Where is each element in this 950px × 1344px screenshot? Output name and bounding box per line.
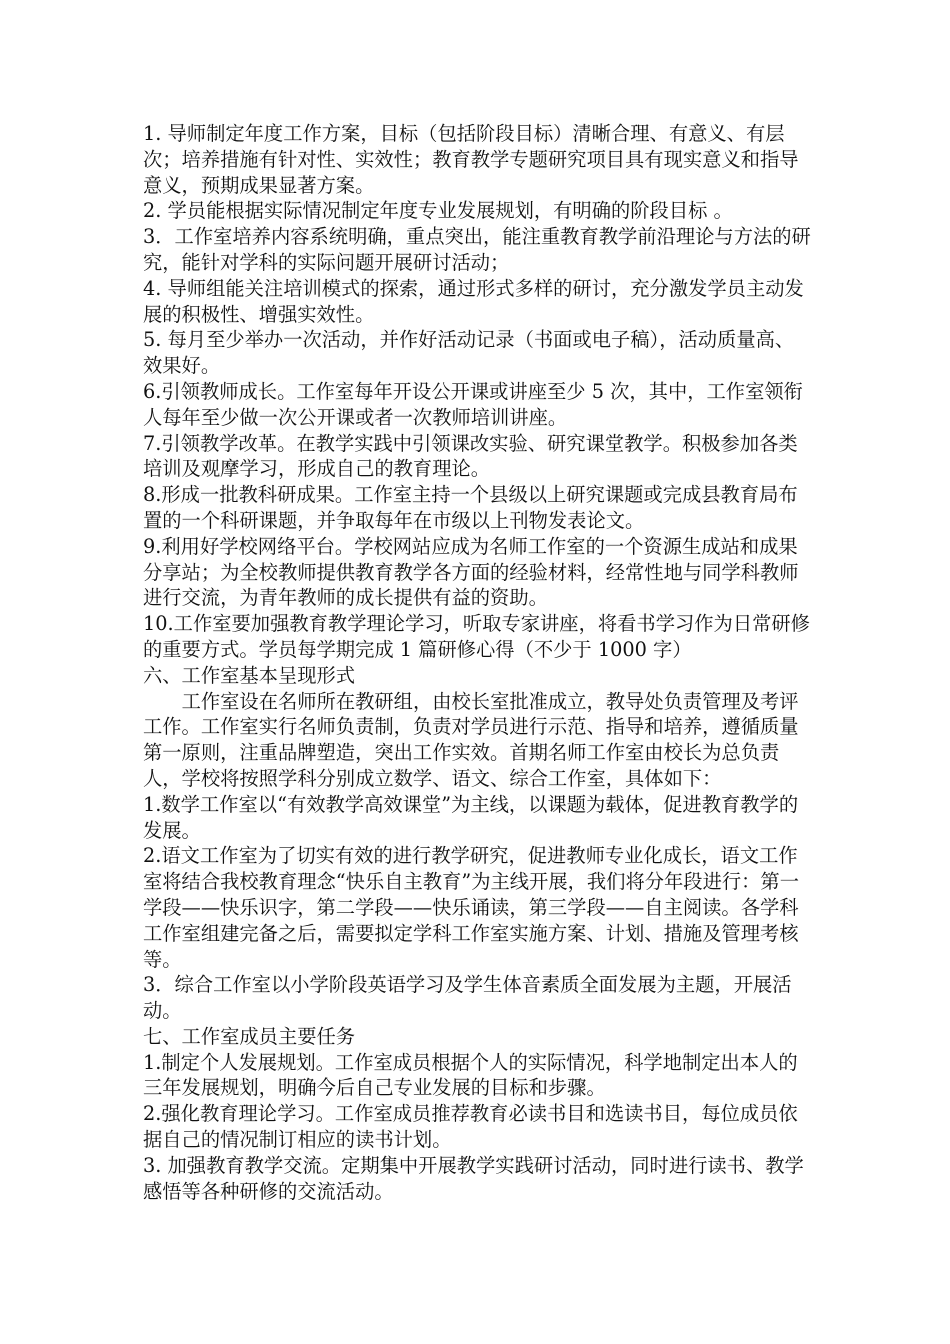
section-6-intro: 工作室设在名师所在教研组，由校长室批准成立，教导处负责管理及考评工作。工作室实行名师负责制，负责对学员进行示范、指导和培养，遵循质量第一原则，注重品牌塑造，突出工作实效。首期名师工作室由校长为总负责人，学校将按照学科分别成立数学、语文、综合工作室，具体如下： [143,689,799,790]
paragraph-5: 5. 每月至少举办一次活动，并作好活动记录（书面或电子稿），活动质量高、效果好。 [143,328,795,378]
section-6-title: 六、工作室基本呈现形式 [143,663,356,687]
section-6-item-3: 3．综合工作室以小学阶段英语学习及学生体音素质全面发展为主题，开展活动。 [143,973,792,1023]
paragraph-7: 7.引领教学改革。在教学实践中引领课改实验、研究课堂教学。积极参加各类培训及观摩学习，形成自己的教育理论。 [143,431,798,481]
document-page [143,121,813,1204]
section-7-item-2: 2.强化教育理论学习。工作室成员推荐教育必读书目和选读书目，每位成员依据自己的情况制订相应的读书计划。 [143,1102,798,1152]
paragraph-10: 10.工作室要加强教育教学理论学习，听取专家讲座，将看书学习作为日常研修的重要方式。学员每学期完成 1 篇研修心得（不少于 1000 字） [143,612,810,661]
paragraph-9: 9.利用好学校网络平台。学校网站应成为名师工作室的一个资源生成站和成果分享站；为全校教师提供教育教学各方面的经验材料，经常性地与同学科教师进行交流，为青年教师的成长提供有益的资助。 [143,534,799,610]
section-7-item-1: 1.制定个人发展规划。工作室成员根据个人的实际情况，科学地制定出本人的三年发展规划，明确今后自己专业发展的目标和步骤。 [143,1050,798,1100]
section-6-item-1: 1.数学工作室以“有效教学高效课堂”为主线，以课题为载体，促进教育教学的发展。 [143,792,799,842]
section-6-item-2: 2.语文工作室为了切实有效的进行教学研究，促进教师专业化成长，语文工作室将结合我校教育理念“快乐自主教育”为主线开展，我们将分年段进行：第一学段——快乐识字，第二学段——快乐诵读，第三学段——自主阅读。各学科工作室组建完备之后，需要拟定学科工作室实施方案、计划、措施及管理考核等。 [143,844,799,971]
paragraph-4: 4. 导师组能关注培训模式的探索，通过形式多样的研讨，充分激发学员主动发展的积极性、增强实效性。 [143,276,804,326]
paragraph-6: 6.引领教师成长。工作室每年开设公开课或讲座至少 5 次，其中，工作室领衔人每年至少做一次公开课或者一次教师培训讲座。 [143,379,803,429]
paragraph-1: 1. 导师制定年度工作方案，目标（包括阶段目标）清晰合理、有意义、有层次；培养措施有针对性、实效性；教育教学专题研究项目具有现实意义和指导意义，预期成果显著方案。 [143,122,799,197]
section-7-title: 七、工作室成员主要任务 [143,1024,356,1048]
section-7-item-3: 3. 加强教育教学交流。定期集中开展教学实践研讨活动，同时进行读书、教学感悟等各种研修的交流活动。 [143,1153,804,1203]
paragraph-3: 3．工作室培养内容系统明确，重点突出，能注重教育教学前沿理论与方法的研究，能针对学科的实际问题开展研讨活动； [143,225,811,274]
paragraph-2: 2. 学员能根据实际情况制定年度专业发展规划，有明确的阶段目标 。 [143,199,733,223]
paragraph-8: 8.形成一批教科研成果。工作室主持一个县级以上研究课题或完成县教育局布置的一个科研课题，并争取每年在市级以上刊物发表论文。 [143,483,798,532]
